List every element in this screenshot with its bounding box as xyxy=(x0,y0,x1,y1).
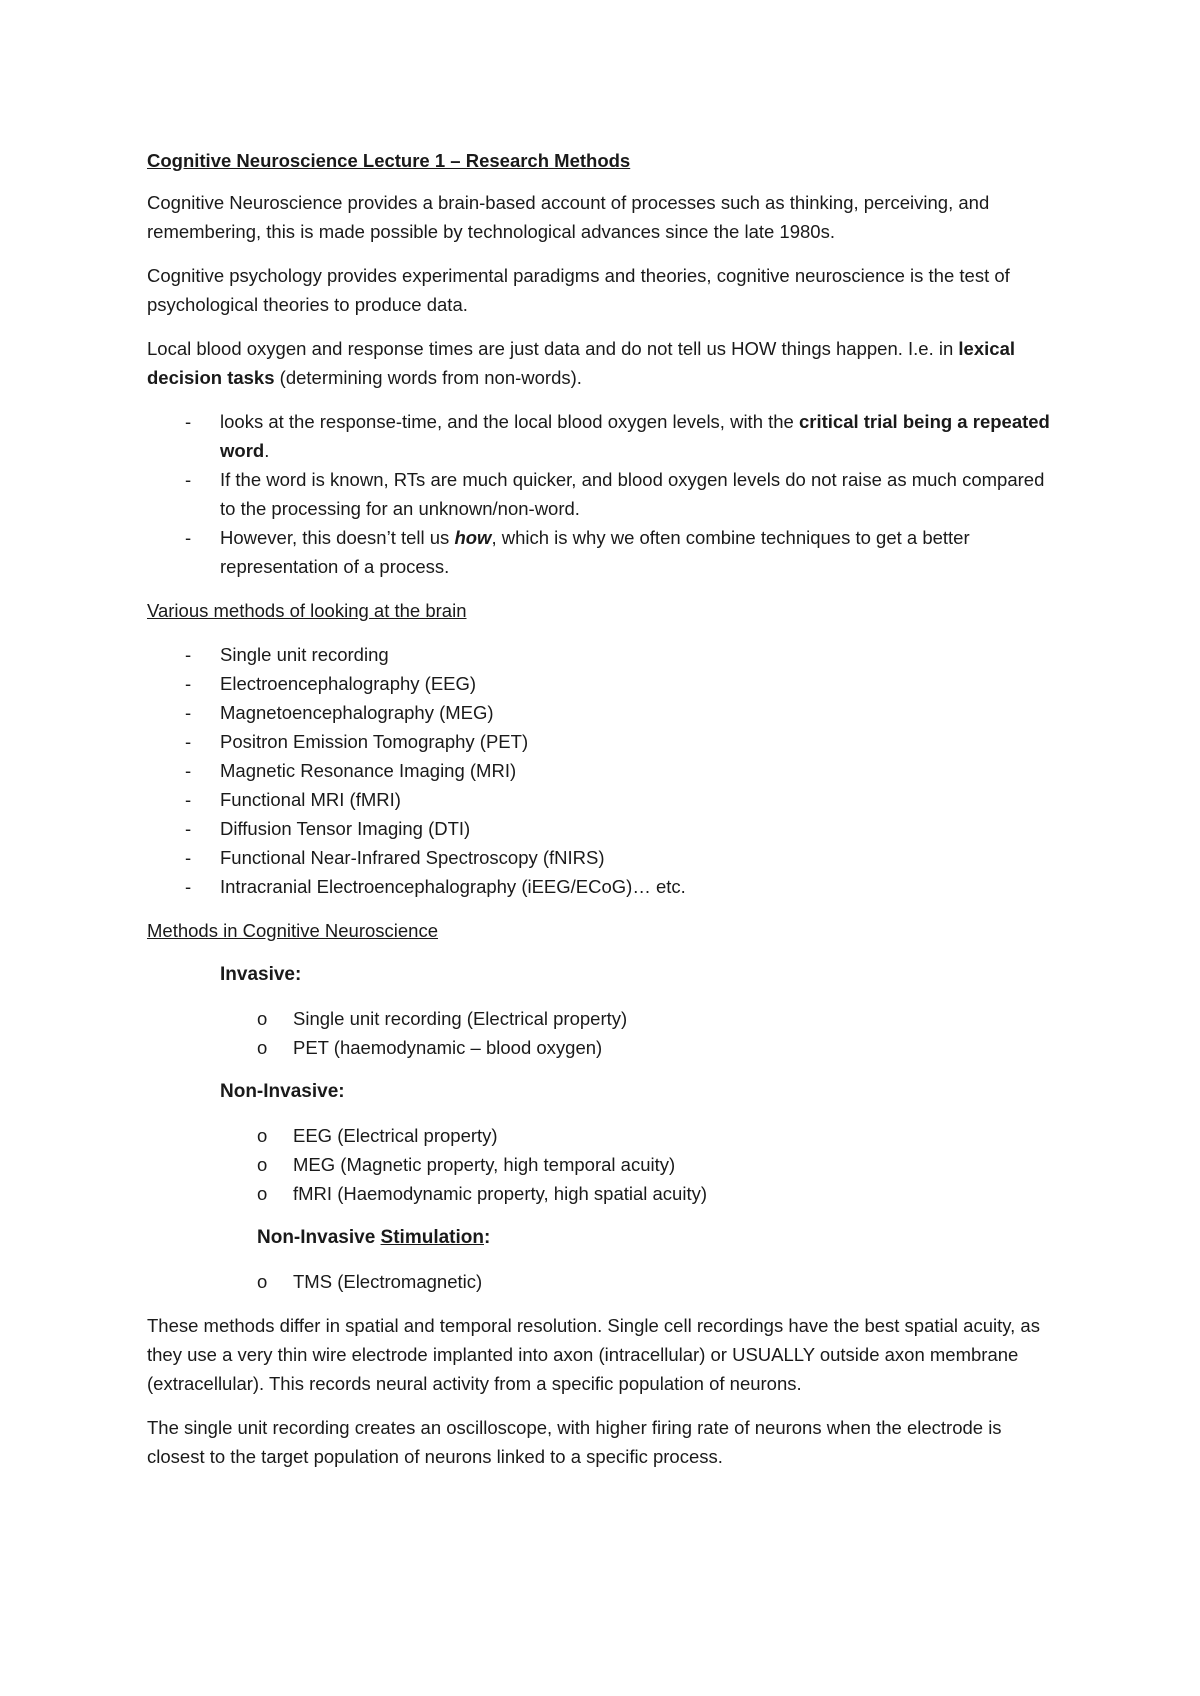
heading-underlined-text: Stimulation xyxy=(380,1227,484,1248)
invasive-list xyxy=(147,1004,1057,1062)
list-item: o TMS (Electromagnetic) xyxy=(147,1267,1057,1296)
heading-text: Non-Invasive xyxy=(257,1227,381,1248)
lexical-decision-list xyxy=(147,407,1057,581)
list-item: - Electroencephalography (EEG) xyxy=(147,669,1057,698)
list-item: o fMRI (Haemodynamic property, high spatial acuity) xyxy=(147,1179,1057,1208)
list-item xyxy=(147,407,1057,465)
psychology-paragraph: Cognitive psychology provides experimental paradigms and theories, cognitive neuroscience is the test of psychological theories to produce data. xyxy=(147,265,1010,315)
list-item: - Intracranial Electroencephalography (iEEG/ECoG)… etc. xyxy=(147,872,1057,901)
list-item-text: However, this doesn’t tell us xyxy=(220,527,455,548)
list-item: - Diffusion Tensor Imaging (DTI) xyxy=(147,814,1057,843)
section-heading-methods: Various methods of looking at the brain xyxy=(147,600,467,621)
bold-term: critical trial being a repeated word xyxy=(220,411,1050,461)
emphasized-term: how xyxy=(454,527,492,548)
stimulation-heading xyxy=(147,1223,1057,1252)
section-heading-cognitive-neuroscience: Methods in Cognitive Neuroscience xyxy=(147,920,439,941)
list-item: o Single unit recording (Electrical property) xyxy=(147,1004,1057,1033)
stimulation-list xyxy=(147,1267,1057,1296)
list-item xyxy=(147,523,1057,581)
oscilloscope-paragraph: The single unit recording creates an oscilloscope, with higher firing rate of neurons when the electrode is closest to the target population of neurons linked to a specific process. xyxy=(147,1417,1002,1467)
non-invasive-heading: Non-Invasive: xyxy=(220,1081,345,1102)
list-item: - Magnetoencephalography (MEG) xyxy=(147,698,1057,727)
list-item: o EEG (Electrical property) xyxy=(147,1121,1057,1150)
page-title: Cognitive Neuroscience Lecture 1 – Research Methods xyxy=(147,150,631,171)
list-item-text: . xyxy=(264,440,270,461)
list-item: - Magnetic Resonance Imaging (MRI) xyxy=(147,756,1057,785)
list-item-text: If the word is known, RTs are much quicker, and blood oxygen levels do not raise as much compared to the processing for an unknown/non-word. xyxy=(220,469,1045,519)
list-item: - Single unit recording xyxy=(147,640,1057,669)
list-item: - Functional Near-Infrared Spectroscopy (fNIRS) xyxy=(147,843,1057,872)
list-item: - Functional MRI (fMRI) xyxy=(147,785,1057,814)
list-item: - Positron Emission Tomography (PET) xyxy=(147,727,1057,756)
bold-term: lexical decision tasks xyxy=(147,338,1015,388)
list-item-text: , which is why we often combine techniques to get a better representation of a process. xyxy=(220,527,970,577)
intro-paragraph: Cognitive Neuroscience provides a brain-based account of processes such as thinking, perceiving, and remembering, this is made possible by technological advances since the late 1980s. xyxy=(147,192,990,242)
paragraph-text: (determining words from non-words). xyxy=(274,367,582,388)
blood-oxygen-paragraph xyxy=(147,334,1057,392)
list-item: o PET (haemodynamic – blood oxygen) xyxy=(147,1033,1057,1062)
resolution-paragraph: These methods differ in spatial and temporal resolution. Single cell recordings have the best spatial acuity, as they use a very thin wire electrode implanted into axon (intracellular) or USUALLY outside axon membrane (extracellular). This records neural activity from a specific population of neurons. xyxy=(147,1315,1040,1394)
document-page xyxy=(147,146,1057,1486)
non-invasive-list xyxy=(147,1121,1057,1208)
methods-list xyxy=(147,640,1057,901)
heading-text: : xyxy=(484,1227,491,1248)
list-item: o MEG (Magnetic property, high temporal acuity) xyxy=(147,1150,1057,1179)
list-item xyxy=(147,465,1057,523)
list-item-text: looks at the response-time, and the local blood oxygen levels, with the xyxy=(220,411,799,432)
invasive-heading: Invasive: xyxy=(220,964,302,985)
paragraph-text: Local blood oxygen and response times are just data and do not tell us HOW things happen. I.e. in xyxy=(147,338,959,359)
